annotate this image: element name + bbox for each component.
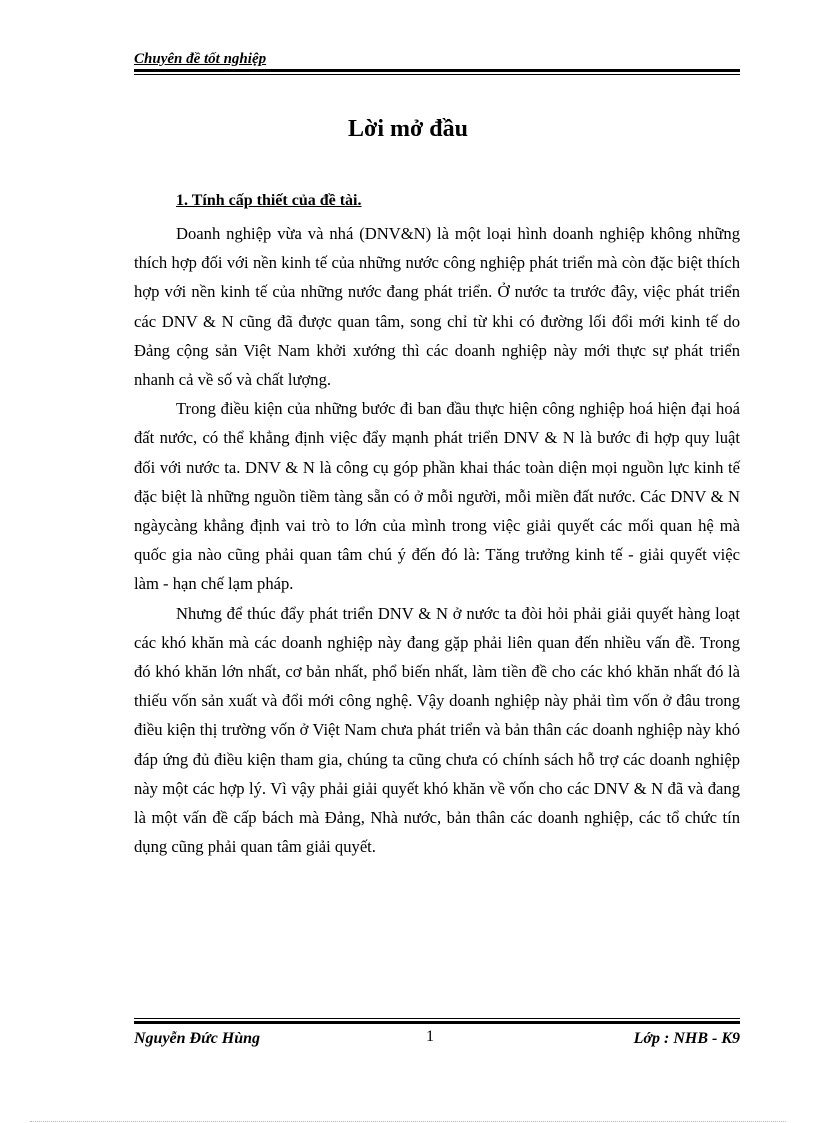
paragraph-2: Trong điều kiện của những bước đi ban đầu thực hiện công nghiệp hoá hiện đại hoá đất nước, có thể khẳng định việc đẩy mạnh phát triển DNV & N là bước đi hợp quy luật đối với nước ta. DNV & N là công cụ góp phần khai thác toàn diện mọi nguồn lực kinh tế đặc biệt là những nguồn tiềm tàng sẵn có ở mỗi người, mỗi miền đất nước. Các DNV & N ngàycàng khẳng định vai trò to lớn của mình trong việc giải quyết các mối quan hệ mà quốc gia nào cũng phải quan tâm chú ý đến đó là: Tăng trưởng kinh tế - giải quyết việc làm - hạn chế lạm pháp. (134, 399, 740, 594)
page-header (134, 50, 740, 75)
page-bottom-divider (30, 1121, 786, 1122)
footer-page-number: 1 (426, 1028, 434, 1045)
document-title: Lời mở đầu (348, 116, 468, 142)
paragraph-3: Nhưng để thúc đẩy phát triển DNV & N ở nước ta đòi hỏi phải giải quyết hàng loạt các khó khăn mà các doanh nghiệp này đang gặp phải liên quan đến nhiều vấn đề. Trong đó khó khăn lớn nhất, cơ bản nhất, phổ biến nhất, làm tiền đề cho các khó khăn nhất đó là thiếu vốn sản xuất và đổi mới công nghệ. Vậy doanh nghiệp này phải tìm vốn ở đâu trong điều kiện thị trường vốn ở Việt Nam chưa phát triển và bản thân các doanh nghiệp này khó đáp ứng đủ điều kiện tham gia, chúng ta cũng chưa có chính sách hỗ trợ các doanh nghiệp này một các hợp lý. Vì vậy phải giải quyết khó khăn về vốn cho các DNV & N đã và đang là một vấn đề cấp bách mà Đảng, Nhà nước, bản thân các doanh nghiệp, các tổ chức tín dụng cũng phải quan tâm giải quyết. (134, 603, 740, 857)
header-rule-thin (134, 74, 740, 75)
footer-rule-thin (134, 1018, 740, 1019)
footer-rule-thick (134, 1021, 740, 1024)
footer-class-label: Lớp : NHB - K9 (633, 1030, 740, 1047)
page-footer (134, 1018, 740, 1050)
footer-author: Nguyễn Đức Hùng (134, 1030, 261, 1047)
paragraph-1: Doanh nghiệp vừa và nhá (DNV&N) là một loại hình doanh nghiệp không những thích hợp đối với nền kinh tế của những nước công nghiệp phát triển mà còn đặc biệt thích hợp với nền kinh tế của những nước đang phát triển. Ở nước ta trước đây, việc phát triển các DNV & N cũng đã được quan tâm, song chỉ từ khi có đường lối đổi mới kinh tế do Đảng cộng sản Việt Nam khởi xướng thì các doanh nghiệp này mới thực sự phát triển nhanh cả về số và chất lượng. (134, 224, 740, 390)
body-text (134, 219, 740, 861)
header-title: Chuyên đề tốt nghiệp (134, 51, 267, 67)
header-rule-thick (134, 69, 740, 72)
section-heading: 1. Tính cấp thiết của đề tài. (176, 192, 362, 209)
